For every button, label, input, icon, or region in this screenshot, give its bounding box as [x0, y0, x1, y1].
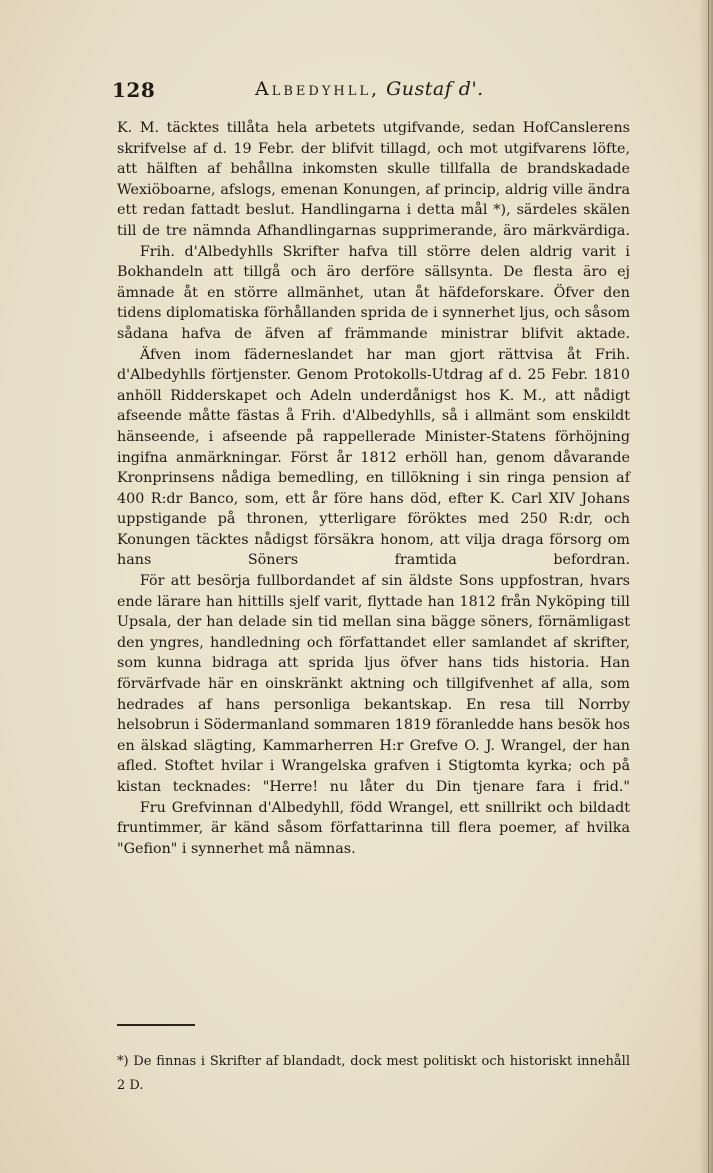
body-text	[117, 118, 630, 859]
running-title-forename: Gustaf d'.	[386, 78, 484, 100]
page-edge-shadow	[699, 0, 713, 1173]
running-title-surname: Albedyhll,	[255, 78, 381, 100]
paragraph-3: Äfven inom fäderneslandet har man gjort rättvisa åt Frih. d'Albedyhlls förtjenster. Genom Protokolls-Utdrag af d. 25 Febr. 1810 anhöll Ridderskapet och Adeln underdånigst hos K. M., att nådigt afseende måtte fästas å Frih. d'Albedyhlls, så i allmänt som enskildt hänseende, i afseende på rappellerade Minister-Statens förhöjning ingifna anmärkningar. Först år 1812 erhöll han, genom dåvarande Kronprinsens nådiga bemedling, en tillökning i sin ringa pension af 400 R:dr Banco, som, ett år före hans död, efter K. Carl XIV Johans uppstigande på thronen, ytterligare föröktes med 250 R:dr, och Konungen täcktes nådigst försäkra honom, att vilja draga försorg om hans Söners framtida befordran.	[117, 346, 630, 569]
footnote-rule	[117, 1024, 195, 1026]
paragraph-4: För att besörja fullbordandet af sin äldste Sons uppfostran, hvars ende lärare han hittills sjelf varit, flyttade han 1812 från Nyköping till Upsala, der han delade sin tid mellan sina bägge söners, förnämligast den yngres, handledning och författandet eller samlandet af skrifter, som kunna bidraga att sprida ljus öfver hans tids historia. Han förvärfvade här en oinskränkt aktning och tillgifvenhet af alla, som hedrades af hans personliga bekantskap. En resa till Norrby helsobrun i Södermanland sommaren 1819 föranledde hans besök hos en älskad slägting, Kammarherren H:r Grefve O. J. Wrangel, der han afled. Stoftet hvilar i Wrangelska grafven i Stigtomta kyrka; och på kistan tecknades: "Herre! nu låter du Din tjenare fara i frid."	[117, 573, 630, 795]
paragraph-2: Frih. d'Albedyhlls Skrifter hafva till större delen aldrig varit i Bokhandeln att tillgå och äro derföre sällsynta. De flesta äro ej ämnade åt en större allmänhet, utan åt häfdeforskare. Öfver den tidens diplomatiska förhållanden sprida de i synnerhet ljus, och såsom sådana hafva de äfven af främmande ministrar blifvit aktade.	[117, 243, 630, 342]
running-title	[255, 78, 484, 100]
footnote: *) De finnas i Skrifter af blandadt, dock mest politiskt och historiskt innehåll 2 D.	[117, 1054, 630, 1093]
paragraph-5: Fru Grefvinnan d'Albedyhll, född Wrangel, ett snillrikt och bildadt fruntimmer, är känd såsom författarinna till flera poemer, af hvilka "Gefion" i synnerhet må nämnas.	[117, 799, 630, 857]
page-edge-line	[708, 0, 709, 1173]
paragraph-1: K. M. täcktes tillåta hela arbetets utgifvande, sedan HofCanslerens skrifvelse af d. 19 Febr. der blifvit tillagd, och mot utgifvarens löfte, att hälften af behållna inkomsten skulle tillfalla de brandskadade Wexiöboarne, afslogs, emenan Konungen, af princip, aldrig ville ändra ett redan fattadt beslut. Handlingarna i detta mål *), särdeles skälen till de tre nämnda Afhandlingarnas supprimerande, äro märkvärdiga.	[117, 120, 630, 239]
running-header	[95, 78, 635, 112]
page-number: 128	[112, 78, 156, 102]
